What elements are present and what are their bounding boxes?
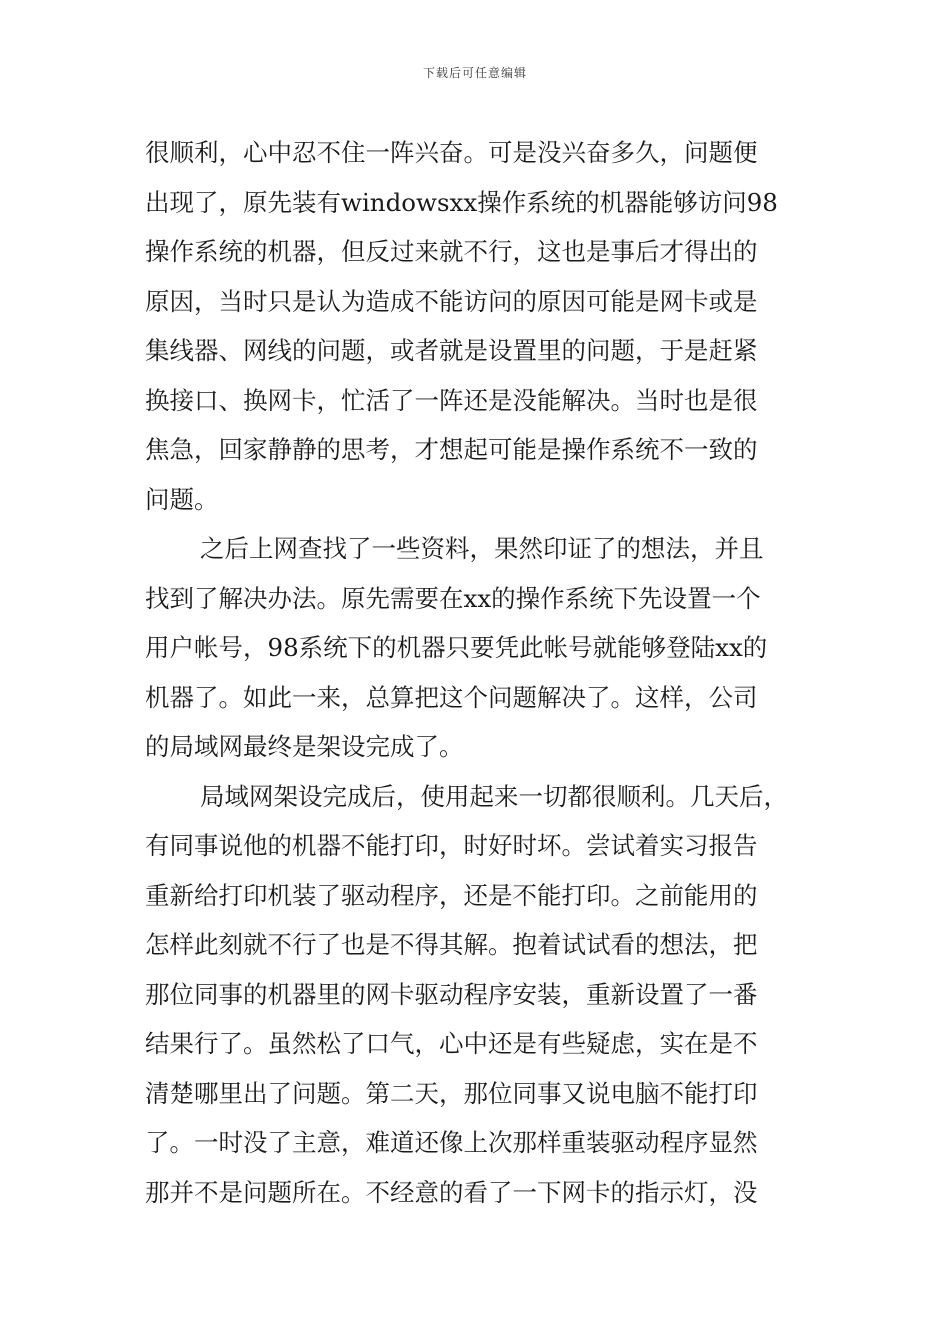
text-line: 清楚哪里出了问题。第二天，那位同事又说电脑不能打印 <box>145 1078 758 1108</box>
text-line: 有同事说他的机器不能打印，时好时坏。尝试着实习报告 <box>145 831 758 860</box>
page-header: 下载后可任意编辑 <box>422 66 527 80</box>
text-line: 很顺利，心中忍不住一阵兴奋。可是没兴奋多久，问题便 <box>145 138 758 167</box>
text-line: 机器了。如此一来，总算把这个问题解决了。这样，公司 <box>145 682 758 712</box>
text-line: 原因，当时只是认为造成不能访问的原因可能是网卡或是 <box>145 286 758 316</box>
text-line: 焦急，回家静静的思考，才想起可能是操作系统不一致的 <box>145 435 758 464</box>
paragraph-2 <box>145 524 805 772</box>
text-line: 集线器、网线的问题，或者就是设置里的问题，于是赶紧 <box>145 336 758 365</box>
text-line: 用户帐号，98系统下的机器只要凭此帐号就能够登陆xx的 <box>145 633 768 662</box>
text-line: 那并不是问题所在。不经意的看了一下网卡的指示灯，没 <box>145 1177 758 1207</box>
paragraph-1 <box>145 128 805 524</box>
text-line: 的局域网最终是架设完成了。 <box>145 732 464 761</box>
text-line: 了。一时没了主意，难道还像上次那样重装驱动程序显然 <box>145 1128 758 1157</box>
text-line: 找到了解决办法。原先需要在xx的操作系统下先设置一个 <box>145 583 761 613</box>
text-line: 问题。 <box>145 484 219 514</box>
text-line: 换接口、换网卡，忙活了一阵还是没能解决。当时也是很 <box>145 385 758 415</box>
paragraph-3 <box>145 772 805 1218</box>
text-line: 出现了，原先装有windowsxx操作系统的机器能够访问98 <box>145 187 778 217</box>
text-line: 操作系统的机器，但反过来就不行，这也是事后才得出的 <box>145 237 758 266</box>
text-line: 局域网架设完成后，使用起来一切都很顺利。几天后， <box>200 781 788 811</box>
text-line: 那位同事的机器里的网卡驱动程序安装，重新设置了一番 <box>145 979 758 1009</box>
text-line: 怎样此刻就不行了也是不得其解。抱着试试看的想法，把 <box>145 930 758 959</box>
text-line: 结果行了。虽然松了口气，心中还是有些疑虑，实在是不 <box>145 1029 758 1058</box>
text-line: 重新给打印机装了驱动程序，还是不能打印。之前能用的 <box>145 880 758 910</box>
text-line: 之后上网查找了一些资料，果然印证了的想法，并且 <box>200 534 764 563</box>
document-body <box>145 128 805 1217</box>
